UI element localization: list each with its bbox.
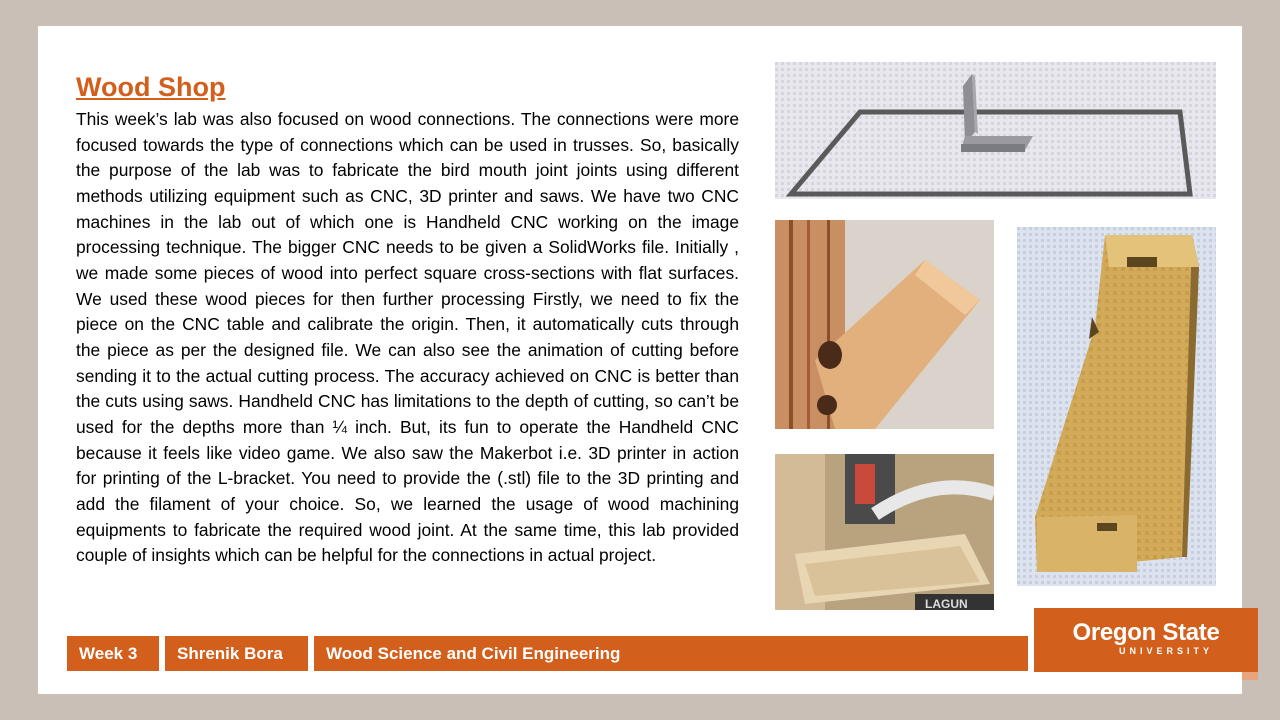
slide-body-text: This week’s lab was also focused on wood connections. The connections were more focused towards the type of connections which can be used in trusses. So, basically the purpose of the lab was to fabricate the bird mouth joint joints using different methods utilizing equipment such as CNC, 3D printer and saws. We have two CNC machines in the lab out of which one is Handheld CNC working on the image processing technique. The bigger CNC needs to be given a SolidWorks file. Initially , we made some pieces of wood into perfect square cross-sections with flat surfaces. We used these wood pieces for then further processing Firstly, we need to fix the piece on the CNC table and calibrate the origin. Then, it automatically cuts through the piece as per the designed file. We can also see the animation of cutting before sending it to the actual cutting process. The accuracy achieved on CNC is better than the cuts using saws. Handheld CNC has limitations to the depth of cutting, so can’t be used for the depths more than ¼ inch. But, its fun to operate the Handheld CNC because it feels like video game. We also saw the Makerbot i.e. 3D printer in action for printing of the L-bracket. You need to provide the (.stl) file to the 3D printing and add the filament of your choice. So, we learned the usage of wood machining equipments to fabricate the required wood joint. At the same time, this lab provided couple of insights which can be helpful for the connections in actual project. [76, 109, 739, 566]
cnc-machine-photo [775, 454, 994, 610]
logo-name: Oregon State [1072, 619, 1220, 646]
oregon-state-logo [1034, 608, 1258, 672]
wood-joint-photo [775, 220, 994, 429]
slide-title: Wood Shop [76, 72, 226, 102]
cad-bracket-image [775, 62, 1216, 199]
cnc-brand-label: LAGUN [925, 597, 968, 610]
cad-beam-image [1017, 227, 1216, 586]
logo-subtitle: UNIVERSITY [1118, 646, 1213, 656]
footer-department-tab: Wood Science and Civil Engineering [314, 636, 1028, 671]
footer-week-tab: Week 3 [67, 636, 159, 671]
footer-author-tab: Shrenik Bora [165, 636, 308, 671]
